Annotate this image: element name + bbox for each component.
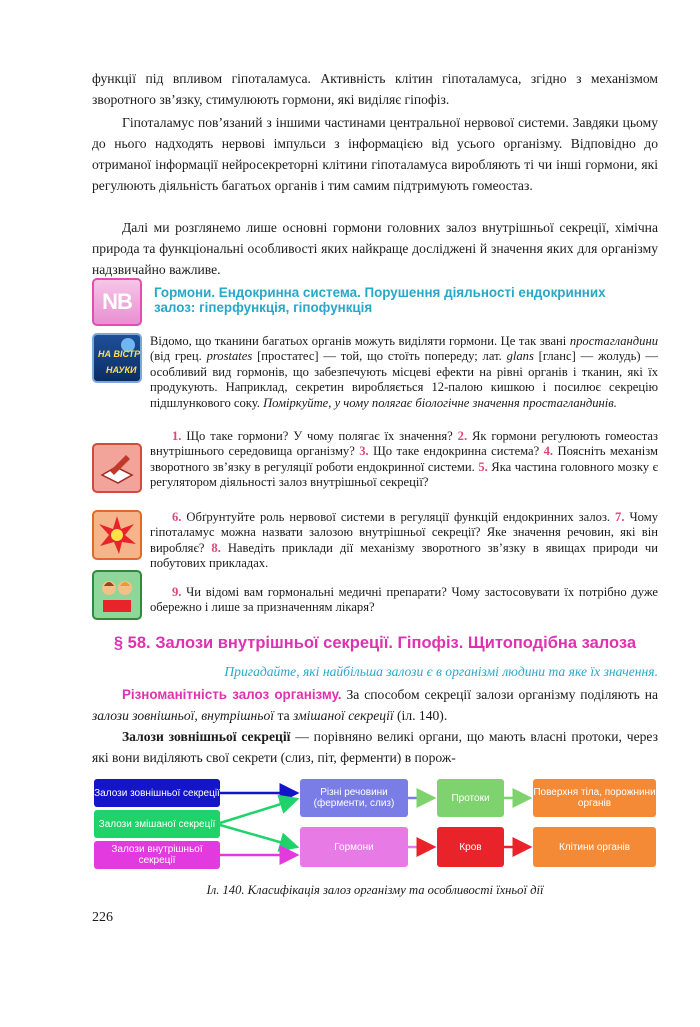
- science-t3: (від грец.: [150, 349, 207, 364]
- q4-number: 4.: [543, 444, 554, 459]
- paragraph-gland-diversity: [92, 684, 658, 726]
- recall-prompt: Пригадайте, які найбільша залози є в організмі людини та яке їх значення.: [224, 664, 658, 679]
- science-t6: glans: [506, 349, 534, 364]
- science-t8: Поміркуйте, у чому полягає біологічне значення простагландинів.: [263, 395, 617, 410]
- nb-icon: NB: [92, 278, 142, 326]
- science-icon-line1: НА ВІСТРІ: [98, 349, 140, 359]
- q8-number: 8.: [211, 540, 221, 555]
- q2-text: Як гормони регулюють гомеостаз внутрішнього середовища організму?: [150, 429, 658, 459]
- science-t4: prostates: [206, 349, 253, 364]
- figure-caption: Іл. 140. Класифікація залоз організму та особливості їхньої дії: [206, 883, 544, 897]
- burst-graphic: [94, 512, 140, 558]
- lead-external-glands: Залози зовнішньої секреції: [122, 729, 291, 744]
- section-title: § 58. Залози внутрішньої секреції. Гіпофіз. Щитоподібна залоза: [113, 634, 637, 652]
- box-cells: Клітини органів: [533, 827, 656, 867]
- q3-text: Що таке ендокринна система?: [368, 444, 544, 459]
- science-icon-line2: НАУКИ: [106, 365, 137, 375]
- nb-block: [92, 278, 658, 328]
- arrow-mixed-substances: [220, 799, 297, 823]
- box-ducts: Протоки: [437, 779, 504, 817]
- q3-number: 3.: [359, 444, 369, 459]
- science-edge-graphic: [94, 335, 140, 381]
- book-pencil-graphic: [94, 445, 140, 491]
- q7-number: 7.: [615, 510, 625, 524]
- box-blood: Кров: [437, 827, 504, 867]
- paragraph-main-hormones: Далі ми розглянемо лише основні гормони головних залоз внутрішньої секреції, хімічна природа та функціональні особливості яких найкраще досліджені й значення яких для організму надзвичайно важливе.: [92, 220, 658, 277]
- reading-kids-graphic: [94, 572, 140, 618]
- diversity-text-a: За способом секреції залози організму поділяють на: [341, 687, 659, 702]
- q5-number: 5.: [478, 459, 488, 474]
- q5-text: Яка частина головного мозку є регулятором діяльності залоз внутрішньої секреції?: [150, 459, 658, 490]
- diversity-text-e: (іл. 140).: [393, 708, 448, 723]
- questions-1-5: [150, 429, 658, 491]
- diversity-text-d: змішаної секреції: [293, 708, 394, 723]
- q6-number: 6.: [172, 510, 182, 524]
- box-hormones: Гормони: [300, 827, 408, 867]
- science-t7: [гланс] — жолудь) — особливий вид гормонів, що забезпечують місцеві ефекти на рівні органів і тканин, які їх продукують. Наприклад, секретин виробляється 12-палою кишкою і посилює секрецію підшлункового соку.: [150, 349, 658, 410]
- diversity-text-b: залози зовнішньої, внутрішньої: [92, 708, 275, 723]
- box-mixed-glands: Залози змішаної секреції: [94, 810, 220, 838]
- paragraph-hypothalamus-feedback: функції під впливом гіпоталамуса. Активність клітин гіпоталамуса, згідно з механізмом зворотного зв’язку, стимулюють гормони, які виділяє гіпофіз.: [92, 71, 658, 107]
- paragraph-external-glands: [92, 726, 658, 768]
- box-external-glands: Залози зовнішньої секреції: [94, 779, 220, 807]
- box-surfaces: Поверхня тіла, порожнини органів: [533, 779, 656, 817]
- q2-number: 2.: [457, 429, 468, 443]
- science-t2: простагландини: [569, 334, 658, 348]
- q9-text: Чи відомі вам гормональні медичні препарати? Чому застосовувати їх потрібно дуже обережно і лише за призначенням лікаря?: [150, 585, 658, 615]
- box-internal-glands: Залози внутрішньої секреції: [94, 841, 220, 869]
- q8-text: Наведіть приклади дії механізму зворотного зв’язку в явищах природи чи побутових прикладах.: [150, 540, 658, 571]
- q1-text: Що таке гормони? У чому полягає їх значення?: [181, 429, 458, 443]
- q1-number: 1.: [172, 429, 182, 443]
- science-t5: [простатес] — той, що стоїть попереду; лат.: [252, 349, 507, 364]
- book-pencil-icon: [92, 443, 142, 493]
- questions-6-8: [150, 510, 658, 572]
- external-glands-text: — порівняно великі органи, що мають власні протоки, через які вони виділяють свої секрети (слиз, піт, ферменти) в порож-: [92, 729, 659, 765]
- arrow-mixed-hormones: [220, 825, 297, 847]
- lead-diversity: Різноманітність залоз організму.: [122, 687, 342, 702]
- diversity-text-c: та: [274, 708, 293, 723]
- nb-title: Гормони. Ендокринна система. Порушення діяльності ендокринних залоз: гіперфункція, гіпофункція: [154, 285, 606, 315]
- reading-kids-icon: [92, 570, 142, 620]
- paragraph-hypothalamus-nervous: Гіпоталамус пов’язаний з іншими частинами центральної нервової системи. Завдяки цьому до нього надходять нервові імпульси з інформацією від усього організму. Відповідно до отриманої інформації нейросекреторні клітини гіпоталамуса виробляють ті чи інші гормони, які регулюють діяльність багатьох органів і тим самим підтримують гомеостаз.: [92, 115, 658, 193]
- box-substances: Різні речовини (ферменти, слиз): [300, 779, 408, 817]
- science-edge-icon: [92, 333, 142, 383]
- science-t1: Відомо, що тканини багатьох органів можуть виділяти гормони. Це так звані: [150, 334, 570, 348]
- q4-text: Поясніть механізм зворотного зв’язку в регуляції роботи ендокринної системи.: [150, 444, 659, 474]
- question-9: [150, 585, 658, 616]
- q6-text: Обґрунтуйте роль нервової системи в регуляції функцій ендокринних залоз.: [181, 510, 616, 524]
- burst-icon: [92, 510, 142, 560]
- science-text-top: [150, 334, 658, 411]
- q9-number: 9.: [172, 585, 182, 599]
- page-number: 226: [92, 910, 113, 925]
- gland-classification-diagram: [92, 775, 658, 875]
- q7-text: Чому гіпоталамус можна назвати залозою внутрішньої секреції? Яке значення речовин, які він виробляє?: [150, 510, 658, 555]
